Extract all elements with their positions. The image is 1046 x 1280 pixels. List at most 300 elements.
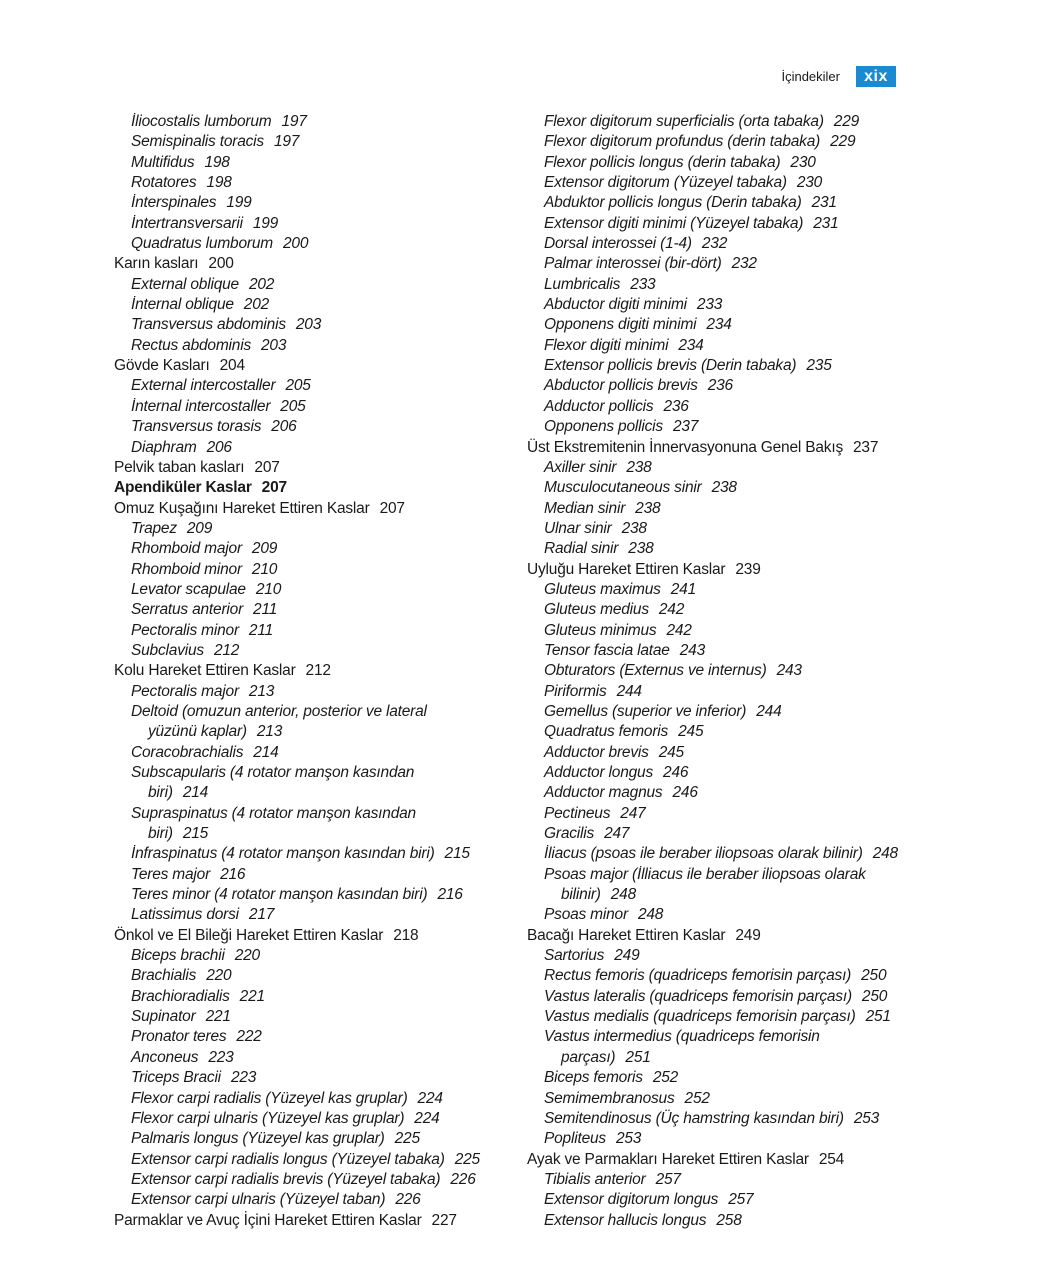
toc-entry	[527, 966, 927, 986]
toc-entry-title: Quadratus femoris	[544, 723, 669, 741]
toc-entry	[114, 275, 514, 295]
toc-entry	[527, 295, 927, 315]
toc-entry-page: 243	[679, 641, 705, 659]
toc-entry	[527, 580, 927, 600]
toc-entry-page: 243	[776, 662, 802, 680]
toc-entry	[527, 1150, 927, 1170]
toc-entry	[114, 336, 514, 356]
toc-entry	[527, 275, 927, 295]
toc-entry-page: 209	[251, 540, 278, 558]
toc-entry-title: İntertransversarii	[131, 214, 243, 232]
toc-entry-title: Gluteus minimus	[544, 621, 657, 639]
toc-entry-page: 222	[236, 1028, 262, 1046]
toc-entry-title: bilinir)	[561, 886, 601, 904]
toc-entry-page: 238	[635, 499, 661, 517]
toc-entry-title: Palmaris longus (Yüzeyel kas gruplar)	[131, 1130, 385, 1148]
toc-entry	[527, 234, 927, 254]
toc-entry-page: 252	[652, 1069, 679, 1087]
toc-entry-title: Gövde Kasları	[114, 357, 210, 375]
toc-entry-page: 253	[853, 1109, 880, 1127]
toc-entry-title: Kolu Hareket Ettiren Kaslar	[114, 662, 296, 680]
toc-entry-page: 227	[431, 1211, 457, 1229]
toc-entry-title: Extensor digitorum (Yüzeyel tabaka)	[544, 174, 787, 192]
toc-entry	[527, 112, 927, 132]
toc-entry-title: Extensor carpi ulnaris (Yüzeyel taban)	[131, 1191, 386, 1209]
toc-entry-page: 220	[206, 967, 232, 985]
toc-entry-title: Gluteus maximus	[544, 580, 661, 598]
toc-entry-title: Adductor longus	[544, 764, 654, 781]
toc-entry-page: 247	[620, 804, 646, 822]
toc-entry-title: Abductor pollicis brevis	[544, 377, 698, 395]
toc-entry-page: 202	[243, 296, 270, 314]
toc-entry-page: 214	[182, 784, 209, 802]
toc-entry-title: Levator scapulae	[131, 580, 246, 598]
toc-entry	[114, 1048, 514, 1068]
toc-entry	[527, 844, 927, 864]
toc-entry-page: 199	[252, 214, 279, 232]
toc-entry	[114, 702, 514, 722]
toc-entry	[527, 438, 927, 458]
toc-entry-page: 237	[672, 418, 699, 436]
toc-entry-page: 229	[830, 133, 856, 151]
toc-entry-title: Apendiküler Kaslar	[114, 479, 252, 497]
toc-entry-title: Palmar interossei (bir-dört)	[544, 255, 722, 273]
toc-entry-title: Extensor pollicis brevis (Derin tabaka)	[544, 357, 797, 375]
toc-entry-title: Tensor fascia latae	[544, 641, 670, 659]
toc-entry-title: Lumbricalis	[544, 275, 621, 293]
toc-entry-page: 215	[444, 845, 470, 863]
toc-entry	[114, 132, 514, 152]
toc-entry	[527, 376, 927, 396]
toc-entry	[114, 417, 514, 437]
toc-entry-page: 207	[379, 499, 405, 517]
toc-entry-page: 203	[295, 316, 322, 334]
toc-entry-title: Rhomboid major	[131, 540, 242, 558]
toc-entry-title: Opponens digiti minimi	[544, 316, 697, 334]
toc-entry	[527, 987, 927, 1007]
toc-entry-title: Piriformis	[544, 682, 607, 700]
toc-entry	[527, 763, 927, 783]
toc-entry	[114, 987, 514, 1007]
toc-entry-title: Ayak ve Parmakları Hareket Ettiren Kaslar	[527, 1150, 809, 1168]
toc-entry	[114, 173, 514, 193]
toc-entry	[527, 946, 927, 966]
toc-entry-title: Omuz Kuşağını Hareket Ettiren Kaslar	[114, 499, 370, 517]
toc-entry	[527, 926, 927, 946]
toc-entry-page: 236	[707, 377, 733, 395]
toc-entry	[527, 1211, 927, 1231]
toc-entry	[527, 458, 927, 478]
toc-entry	[114, 1089, 514, 1109]
toc-entry-page: 205	[280, 397, 306, 415]
toc-entry-page: 225	[454, 1150, 480, 1168]
toc-entry	[114, 641, 514, 661]
toc-entry-title: Semispinalis toracis	[131, 133, 264, 151]
toc-entry-title: biri)	[148, 825, 173, 843]
toc-entry	[527, 254, 927, 274]
toc-entry-title: Axiller sinir	[544, 458, 617, 476]
toc-entry-page: 235	[806, 357, 832, 375]
toc-entry	[114, 600, 514, 620]
toc-entry-title: Deltoid (omuzun anterior, posterior ve lateral	[131, 702, 427, 720]
toc-entry-title: Psoas major (İlliacus ile beraber iliopsoas olarak	[544, 865, 866, 883]
toc-entry-title: Pectoralis minor	[131, 621, 239, 639]
toc-entry	[527, 885, 927, 905]
toc-entry	[527, 905, 927, 925]
toc-entry-page: 212	[213, 641, 240, 659]
toc-entry-page: 251	[625, 1048, 651, 1066]
toc-entry-page: 254	[818, 1150, 845, 1168]
toc-entry-page: 239	[735, 560, 761, 578]
toc-entry-page: 229	[833, 113, 860, 130]
toc-entry-title: Pronator teres	[131, 1028, 227, 1046]
toc-entry-page: 213	[256, 723, 283, 741]
toc-entry-title: Adductor pollicis	[544, 397, 654, 415]
toc-entry	[114, 722, 514, 742]
toc-entry-page: 209	[186, 519, 213, 537]
toc-entry	[527, 1089, 927, 1109]
toc-entry-title: Opponens pollicis	[544, 418, 663, 436]
toc-entry-title: Dorsal interossei (1-4)	[544, 235, 692, 253]
toc-entry-title: Rectus abdominis	[131, 336, 251, 354]
toc-entry-page: 242	[658, 601, 685, 619]
toc-entry	[114, 885, 514, 905]
toc-entry-title: Triceps Bracii	[131, 1069, 221, 1087]
toc-entry-page: 205	[285, 377, 311, 395]
toc-entry-title: Teres minor (4 rotator manşon kasından biri)	[131, 886, 428, 904]
toc-entry-title: Extensor carpi radialis brevis (Yüzeyel tabaka)	[131, 1170, 441, 1188]
toc-entry-title: Parmaklar ve Avuç İçini Hareket Ettiren Kaslar	[114, 1211, 422, 1229]
toc-entry	[114, 1211, 514, 1231]
toc-entry-title: Rotatores	[131, 174, 197, 192]
toc-entry-page: 224	[417, 1089, 443, 1107]
toc-entry-title: Adductor brevis	[544, 743, 649, 761]
toc-entry	[527, 865, 927, 885]
toc-entry-title: Rhomboid minor	[131, 560, 242, 578]
toc-entry-title: Brachialis	[131, 967, 197, 985]
toc-entry	[114, 315, 514, 335]
toc-entry-page: 248	[872, 845, 898, 863]
toc-entry	[527, 1027, 927, 1047]
toc-entry-title: Coracobrachialis	[131, 743, 244, 761]
toc-entry	[527, 1109, 927, 1129]
toc-entry	[114, 397, 514, 417]
toc-entry-page: 253	[615, 1130, 642, 1148]
toc-entry-title: Teres major	[131, 865, 211, 883]
toc-entry-page: 233	[630, 275, 656, 293]
toc-entry	[527, 1068, 927, 1088]
toc-entry-title: İnterspinales	[131, 194, 217, 212]
toc-entry-page: 223	[230, 1069, 257, 1087]
toc-entry	[114, 499, 514, 519]
toc-entry	[527, 702, 927, 722]
toc-entry	[114, 356, 514, 376]
toc-entry-page: 232	[701, 235, 728, 253]
toc-entry	[114, 193, 514, 213]
toc-entry-page: 214	[253, 743, 279, 761]
toc-entry-page: 206	[206, 438, 232, 456]
toc-entry-page: 210	[251, 560, 278, 578]
toc-entry-title: Rectus femoris (quadriceps femorisin parçası)	[544, 967, 852, 985]
toc-entry	[114, 1190, 514, 1210]
toc-entry-title: Supinator	[131, 1008, 196, 1026]
toc-entry-page: 203	[261, 336, 287, 354]
toc-entry	[527, 1190, 927, 1210]
toc-entry	[527, 356, 927, 376]
toc-entry-page: 252	[684, 1089, 710, 1107]
page-header	[781, 66, 896, 87]
toc-entry	[114, 804, 514, 824]
toc-entry-page: 233	[696, 296, 723, 314]
toc-entry-page: 245	[658, 743, 684, 761]
toc-entry-title: Musculocutaneous sinir	[544, 479, 702, 497]
toc-entry-title: Gracilis	[544, 825, 595, 843]
toc-entry-title: Adductor magnus	[544, 784, 663, 802]
toc-entry-page: 231	[811, 194, 837, 212]
toc-entry	[527, 336, 927, 356]
toc-entry-page: 202	[248, 275, 275, 293]
toc-entry	[114, 783, 514, 803]
toc-entry-title: Flexor carpi radialis (Yüzeyel kas gruplar)	[131, 1089, 408, 1107]
toc-entry-title: Önkol ve El Bileği Hareket Ettiren Kaslar	[114, 926, 384, 944]
toc-entry-title: Transversus torasis	[131, 418, 262, 436]
toc-entry-page: 247	[604, 825, 630, 843]
toc-entry	[527, 173, 927, 193]
toc-entry-page: 257	[728, 1191, 754, 1209]
toc-entry-page: 200	[283, 235, 309, 253]
toc-entry-title: Gluteus medius	[544, 601, 649, 619]
toc-entry-page: 244	[756, 702, 782, 720]
toc-entry	[114, 153, 514, 173]
toc-entry-page: 200	[208, 255, 234, 273]
toc-entry-title: Tibialis anterior	[544, 1170, 646, 1188]
toc-entry-title: Biceps brachii	[131, 947, 225, 965]
toc-entry-title: Flexor digitorum profundus (derin tabaka)	[544, 133, 821, 151]
toc-entry-title: Brachioradialis	[131, 987, 230, 1005]
toc-entry	[114, 1109, 514, 1129]
toc-entry-page: 230	[796, 174, 823, 192]
toc-entry-title: Subscapularis (4 rotator manşon kasından	[131, 764, 415, 781]
toc-entry-page: 216	[220, 865, 246, 883]
toc-entry-title: Semitendinosus (Üç hamstring kasından biri)	[544, 1109, 844, 1127]
toc-entry-page: 204	[219, 357, 245, 375]
toc-entry	[114, 1170, 514, 1190]
toc-entry-page: 199	[226, 194, 252, 212]
toc-entry	[114, 1129, 514, 1149]
toc-entry-title: Ulnar sinir	[544, 519, 612, 537]
toc-entry	[114, 905, 514, 925]
toc-entry-title: Flexor pollicis longus (derin tabaka)	[544, 153, 781, 171]
toc-entry	[527, 132, 927, 152]
toc-entry-title: İnternal intercostaller	[131, 397, 271, 415]
toc-entry	[114, 966, 514, 986]
toc-entry	[527, 621, 927, 641]
toc-entry-page: 226	[395, 1191, 421, 1209]
toc-entry-page: 257	[655, 1170, 681, 1188]
toc-entry	[114, 254, 514, 274]
toc-entry-page: 217	[248, 906, 275, 924]
toc-entry-page: 246	[672, 784, 698, 802]
toc-entry-title: External oblique	[131, 275, 239, 293]
toc-entry-page: 212	[305, 662, 331, 680]
toc-entry-page: 231	[813, 214, 839, 232]
toc-entry	[527, 661, 927, 681]
toc-entry	[114, 539, 514, 559]
toc-entry-page: 248	[637, 906, 664, 924]
toc-entry-page: 241	[670, 580, 696, 598]
toc-entry-page: 218	[393, 926, 419, 944]
toc-entry-page: 238	[621, 519, 647, 537]
toc-entry	[527, 804, 927, 824]
toc-entry-title: Pectineus	[544, 804, 611, 822]
toc-entry-page: 250	[861, 987, 888, 1005]
toc-entry	[114, 743, 514, 763]
toc-entry-page: 221	[239, 987, 265, 1005]
toc-entry-title: Anconeus	[131, 1048, 199, 1066]
toc-entry	[114, 1027, 514, 1047]
toc-entry-title: Semimembranosus	[544, 1089, 675, 1107]
toc-entry	[114, 1068, 514, 1088]
toc-entry-page: 197	[273, 133, 300, 151]
toc-entry	[114, 438, 514, 458]
toc-entry-page: 198	[206, 174, 232, 192]
toc-entry	[527, 824, 927, 844]
toc-entry-title: İliacus (psoas ile beraber iliopsoas olarak bilinir)	[544, 845, 863, 863]
toc-entry	[114, 621, 514, 641]
toc-entry-page: 213	[248, 682, 275, 700]
toc-entry-title: Extensor digitorum longus	[544, 1191, 719, 1209]
toc-entry-page: 207	[254, 458, 280, 476]
toc-entry	[114, 112, 514, 132]
toc-entry-page: 237	[853, 438, 879, 456]
toc-entry-title: Uyluğu Hareket Ettiren Kaslar	[527, 560, 726, 578]
toc-entry	[114, 763, 514, 783]
toc-entry-title: Pelvik taban kasları	[114, 458, 245, 476]
toc-column-right	[527, 112, 927, 1231]
toc-entry-title: Trapez	[131, 519, 177, 537]
toc-entry	[114, 682, 514, 702]
toc-entry-title: Pectoralis major	[131, 682, 239, 700]
toc-entry-title: Flexor carpi ulnaris (Yüzeyel kas gruplar)	[131, 1109, 405, 1127]
toc-entry-page: 250	[861, 967, 887, 985]
toc-entry-title: biri)	[148, 784, 173, 802]
toc-entry	[527, 153, 927, 173]
toc-entry	[527, 641, 927, 661]
toc-entry	[527, 499, 927, 519]
toc-entry	[114, 824, 514, 844]
toc-entry-title: İnternal oblique	[131, 296, 234, 314]
toc-entry	[527, 1170, 927, 1190]
toc-entry-page: 234	[678, 336, 704, 354]
toc-entry	[114, 376, 514, 396]
toc-entry-page: 207	[261, 479, 287, 497]
toc-entry-title: Flexor digitorum superficialis (orta tabaka)	[544, 113, 824, 130]
toc-entry-page: 221	[205, 1008, 231, 1026]
toc-entry-page: 238	[628, 540, 654, 558]
toc-entry-title: Diaphram	[131, 438, 197, 456]
toc-entry	[527, 214, 927, 234]
toc-entry	[114, 519, 514, 539]
toc-entry-title: Serratus anterior	[131, 601, 244, 619]
toc-entry-title: yüzünü kaplar)	[148, 723, 247, 741]
toc-entry-title: Radial sinir	[544, 540, 619, 558]
toc-entry-page: 236	[663, 397, 689, 415]
toc-entry-page: 246	[663, 764, 689, 781]
toc-entry	[114, 1007, 514, 1027]
toc-column-left	[114, 112, 514, 1231]
toc-entry-title: Median sinir	[544, 499, 626, 517]
toc-entry	[114, 458, 514, 478]
toc-entry-title: Obturators (Externus ve internus)	[544, 662, 767, 680]
toc-entry	[527, 519, 927, 539]
toc-entry-title: Popliteus	[544, 1130, 606, 1148]
toc-entry-title: Abductor digiti minimi	[544, 296, 687, 314]
toc-entry-page: 216	[437, 886, 463, 904]
toc-entry	[527, 1129, 927, 1149]
toc-entry	[527, 783, 927, 803]
toc-entry-page: 248	[610, 886, 637, 904]
toc-entry-title: Subclavius	[131, 641, 204, 659]
toc-entry	[527, 743, 927, 763]
toc-entry-title: Multifidus	[131, 153, 195, 171]
toc-entry	[527, 315, 927, 335]
toc-entry	[114, 234, 514, 254]
toc-entry	[527, 1007, 927, 1027]
toc-entry	[114, 926, 514, 946]
toc-entry-title: Quadratus lumborum	[131, 235, 273, 253]
toc-entry-title: Supraspinatus (4 rotator manşon kasından	[131, 804, 416, 822]
toc-entry-title: Extensor hallucis longus	[544, 1211, 707, 1229]
toc-entry	[527, 600, 927, 620]
toc-entry-title: Bacağı Hareket Ettiren Kaslar	[527, 926, 726, 944]
toc-entry	[114, 580, 514, 600]
toc-entry	[527, 560, 927, 580]
toc-entry-page: 242	[666, 621, 692, 639]
toc-entry-title: Extensor digiti minimi (Yüzeyel tabaka)	[544, 214, 804, 232]
toc-entry-page: 223	[208, 1048, 234, 1066]
toc-entry-title: parçası)	[561, 1048, 616, 1066]
toc-entry	[114, 295, 514, 315]
toc-entry-page: 210	[255, 580, 282, 598]
toc-entry-page: 197	[281, 113, 307, 130]
toc-entry-title: Biceps femoris	[544, 1069, 643, 1087]
toc-entry-page: 249	[614, 947, 640, 965]
toc-entry-page: 245	[678, 723, 704, 741]
toc-entry-page: 211	[248, 621, 274, 639]
toc-entry-title: Psoas minor	[544, 906, 628, 924]
toc-entry-title: Vastus intermedius (quadriceps femorisin	[544, 1028, 820, 1046]
page-number-badge: xix	[856, 66, 896, 87]
toc-entry	[114, 214, 514, 234]
toc-entry	[527, 722, 927, 742]
toc-entry-page: 234	[706, 316, 732, 334]
toc-entry	[114, 478, 514, 498]
toc-entry-title: Flexor digiti minimi	[544, 336, 669, 354]
toc-entry-page: 244	[616, 682, 642, 700]
toc-entry	[114, 865, 514, 885]
toc-entry-page: 220	[234, 947, 260, 965]
toc-entry-title: İliocostalis lumborum	[131, 113, 272, 130]
toc-entry-page: 238	[626, 458, 652, 476]
toc-entry-page: 215	[182, 825, 209, 843]
toc-entry-page: 238	[711, 479, 737, 497]
toc-entry-page: 225	[394, 1130, 420, 1148]
toc-entry-title: Latissimus dorsi	[131, 906, 239, 924]
toc-entry-title: Karın kasları	[114, 255, 199, 273]
toc-entry	[527, 417, 927, 437]
toc-entry-title: Abduktor pollicis longus (Derin tabaka)	[544, 194, 802, 212]
toc-entry-page: 232	[731, 255, 757, 273]
